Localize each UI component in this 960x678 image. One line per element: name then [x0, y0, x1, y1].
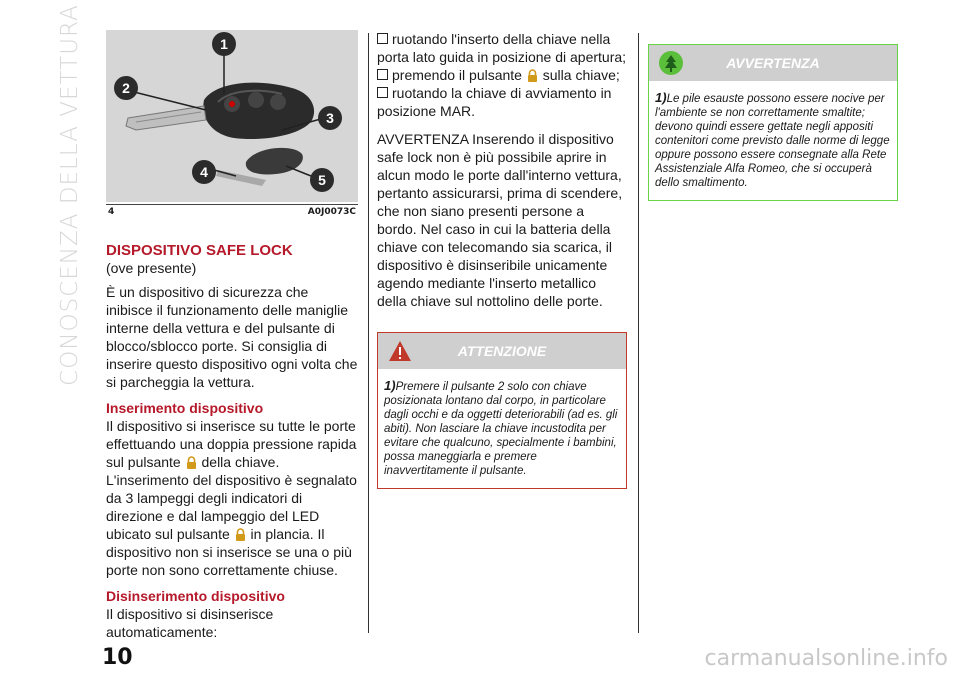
callout-5 — [310, 168, 334, 192]
side-section-title: CONOSCENZA DELLA VETTURA — [57, 4, 83, 386]
key-figure — [106, 30, 358, 202]
warning-box — [377, 332, 627, 489]
warning-body: 1)Premere il pulsante 2 solo con chiave posizionata lontano dal corpo, in particolare dagli occhi e da oggetti deteriorabili (ad es. gli abiti). Non lasciare la chiave incustodita per evitare che qualcuno, specialmente i bambini, possa maneggiarla e premere inavvertitamente il pulsante. — [384, 378, 618, 477]
callout-1 — [212, 32, 236, 56]
list-item: ruotando l'inserto della chiave nella porta lato guida in posizione di apertura; — [377, 31, 627, 65]
note-paragraph: AVVERTENZA Inserendo il dispositivo safe lock non è più possibile aprire in alcun modo le porte dall'interno vettura, pertanto assicurarsi, prima di scendere, che non siano presenti persone a bordo. Nel caso in cui la batteria della chiave con telecomando sia scarica, il dispositivo è disinseribile unicamente agendo mediante l'inserto metallico della chiave sul nottolino delle porte. — [377, 131, 623, 309]
callout-2 — [114, 76, 138, 100]
svg-text:4: 4 — [200, 164, 208, 180]
environment-title: AVVERTENZA — [726, 55, 820, 71]
column-2 — [377, 30, 627, 489]
watermark: carmanualsonline.info — [704, 646, 948, 671]
warning-title: ATTENZIONE — [457, 343, 547, 359]
lock-icon — [527, 69, 538, 82]
column-divider — [368, 33, 369, 633]
svg-text:5: 5 — [318, 172, 326, 188]
warning-header — [378, 333, 626, 369]
checkbox-bullet-icon — [377, 69, 388, 80]
key-illustration — [106, 30, 358, 202]
environment-box — [648, 44, 898, 201]
environment-header — [649, 45, 897, 81]
svg-text:2: 2 — [122, 80, 130, 96]
environment-body: 1)Le pile esauste possono essere nocive per l'ambiente se non correttamente smaltite; devono quindi essere gettate negli appositi contenitori come previsto dalle norme di legge oppure possono essere consegnate alla Rete Assistenziale Alfa Romeo, che si occuperà dello smaltimento. — [655, 90, 890, 189]
column-3 — [648, 30, 898, 201]
figure-number: 4 — [108, 207, 115, 217]
checkbox-bullet-icon — [377, 87, 388, 98]
column-divider — [638, 33, 639, 633]
svg-text:1: 1 — [220, 36, 228, 52]
intro-paragraph: È un dispositivo di sicurezza che inibisce il funzionamento delle maniglie interne della vettura e del pulsante di blocco/sblocco porte. Si consiglia di inserire questo dispositivo ogni volta che si parcheggia la vettura. — [106, 284, 358, 390]
remove-paragraph: Il dispositivo si disinserisce automaticamente: — [106, 606, 274, 640]
list-item: premendo il pulsante sulla chiave; — [377, 66, 627, 84]
lock-icon — [186, 456, 197, 469]
remove-heading: Disinserimento dispositivo — [106, 588, 285, 604]
lock-icon — [235, 528, 246, 541]
section-subtitle: (ove presente) — [106, 260, 197, 276]
section-title: DISPOSITIVO SAFE LOCK — [106, 242, 293, 259]
insert-heading: Inserimento dispositivo — [106, 400, 264, 416]
checkbox-bullet-icon — [377, 33, 388, 44]
figure-caption — [106, 204, 358, 221]
list-item: ruotando la chiave di avviamento in posizione MAR. — [377, 85, 612, 119]
callout-4 — [192, 160, 216, 184]
column-1 — [106, 30, 358, 641]
page-number: 10 — [102, 645, 133, 670]
callout-3 — [318, 106, 342, 130]
svg-text:3: 3 — [326, 110, 334, 126]
insert-paragraph: Il dispositivo si inserisce su tutte le porte effettuando una doppia pressione rapida sul pulsante della chiave. L'inserimento del dispositivo è segnalato da 3 lampeggi degli indicatori di direzione e dal lampeggio del LED ubicato sul pulsante in plancia. Il dispositivo non si inserisce se una o più porte non sono correttamente chiuse. — [106, 418, 357, 578]
figure-code: A0J0073C — [307, 207, 356, 217]
